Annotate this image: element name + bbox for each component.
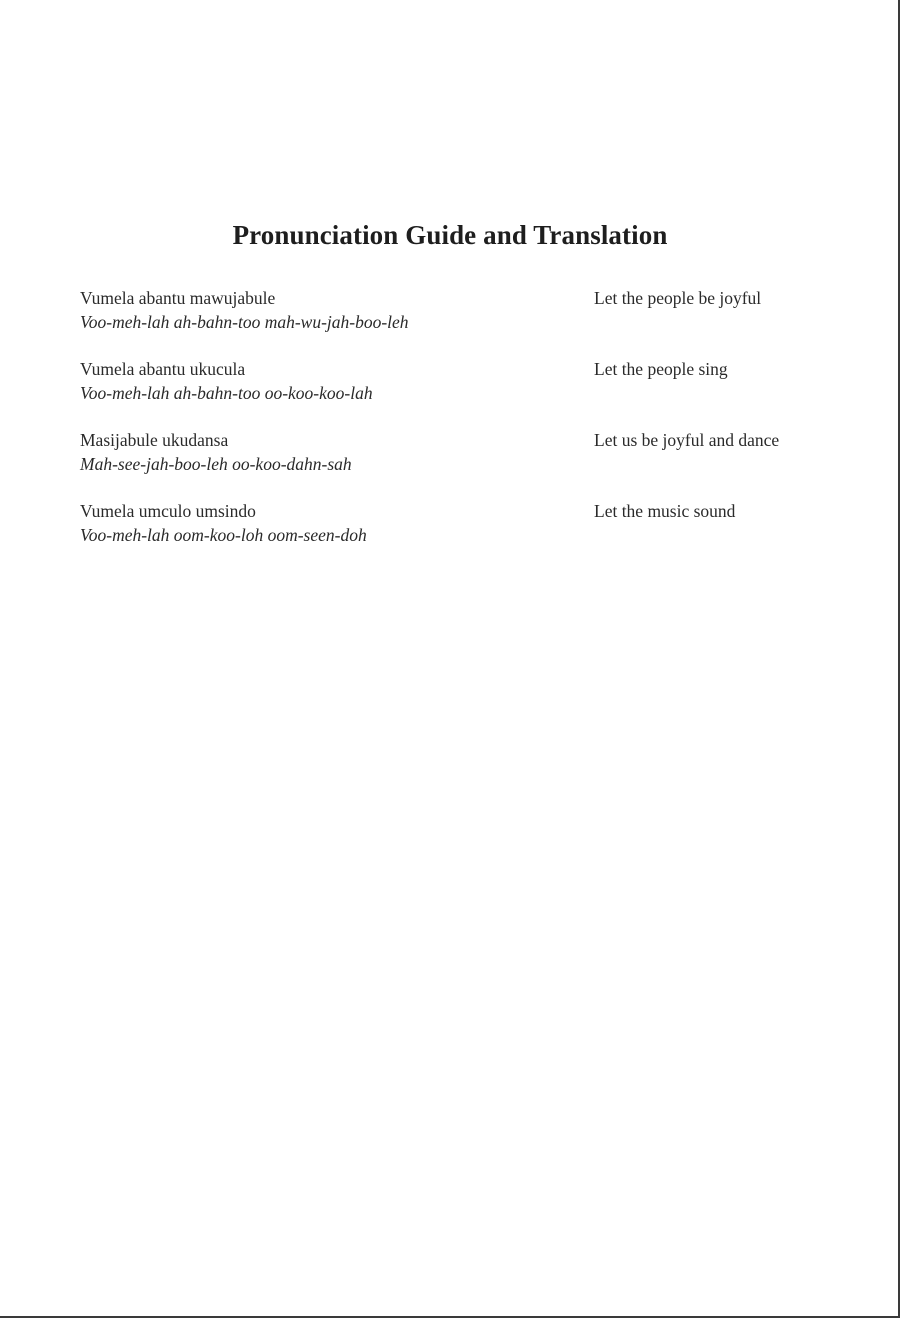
entry-1 bbox=[80, 286, 840, 357]
lyric-line: Vumela abantu ukucula bbox=[80, 359, 246, 379]
lyric-line: Vumela umculo umsindo bbox=[80, 501, 256, 521]
translation-line: Let us be joyful and dance bbox=[594, 430, 780, 450]
entry-4 bbox=[80, 499, 840, 570]
entry-2 bbox=[80, 357, 840, 428]
translation-line: Let the people sing bbox=[594, 359, 728, 379]
lyric-line: Masijabule ukudansa bbox=[80, 430, 229, 450]
entries-list bbox=[80, 286, 840, 570]
pronunciation-line: Voo-meh-lah oom-koo-loh oom-seen-doh bbox=[80, 525, 367, 545]
entry-3 bbox=[80, 428, 840, 499]
lyric-line: Vumela abantu mawujabule bbox=[80, 288, 276, 308]
pronunciation-line: Voo-meh-lah ah-bahn-too oo-koo-koo-lah bbox=[80, 383, 373, 403]
pronunciation-line: Voo-meh-lah ah-bahn-too mah-wu-jah-boo-leh bbox=[80, 312, 409, 332]
page-title: Pronunciation Guide and Translation bbox=[232, 220, 668, 250]
translation-line: Let the people be joyful bbox=[594, 288, 762, 308]
translation-line: Let the music sound bbox=[594, 501, 736, 521]
pronunciation-line: Mah-see-jah-boo-leh oo-koo-dahn-sah bbox=[80, 454, 352, 474]
